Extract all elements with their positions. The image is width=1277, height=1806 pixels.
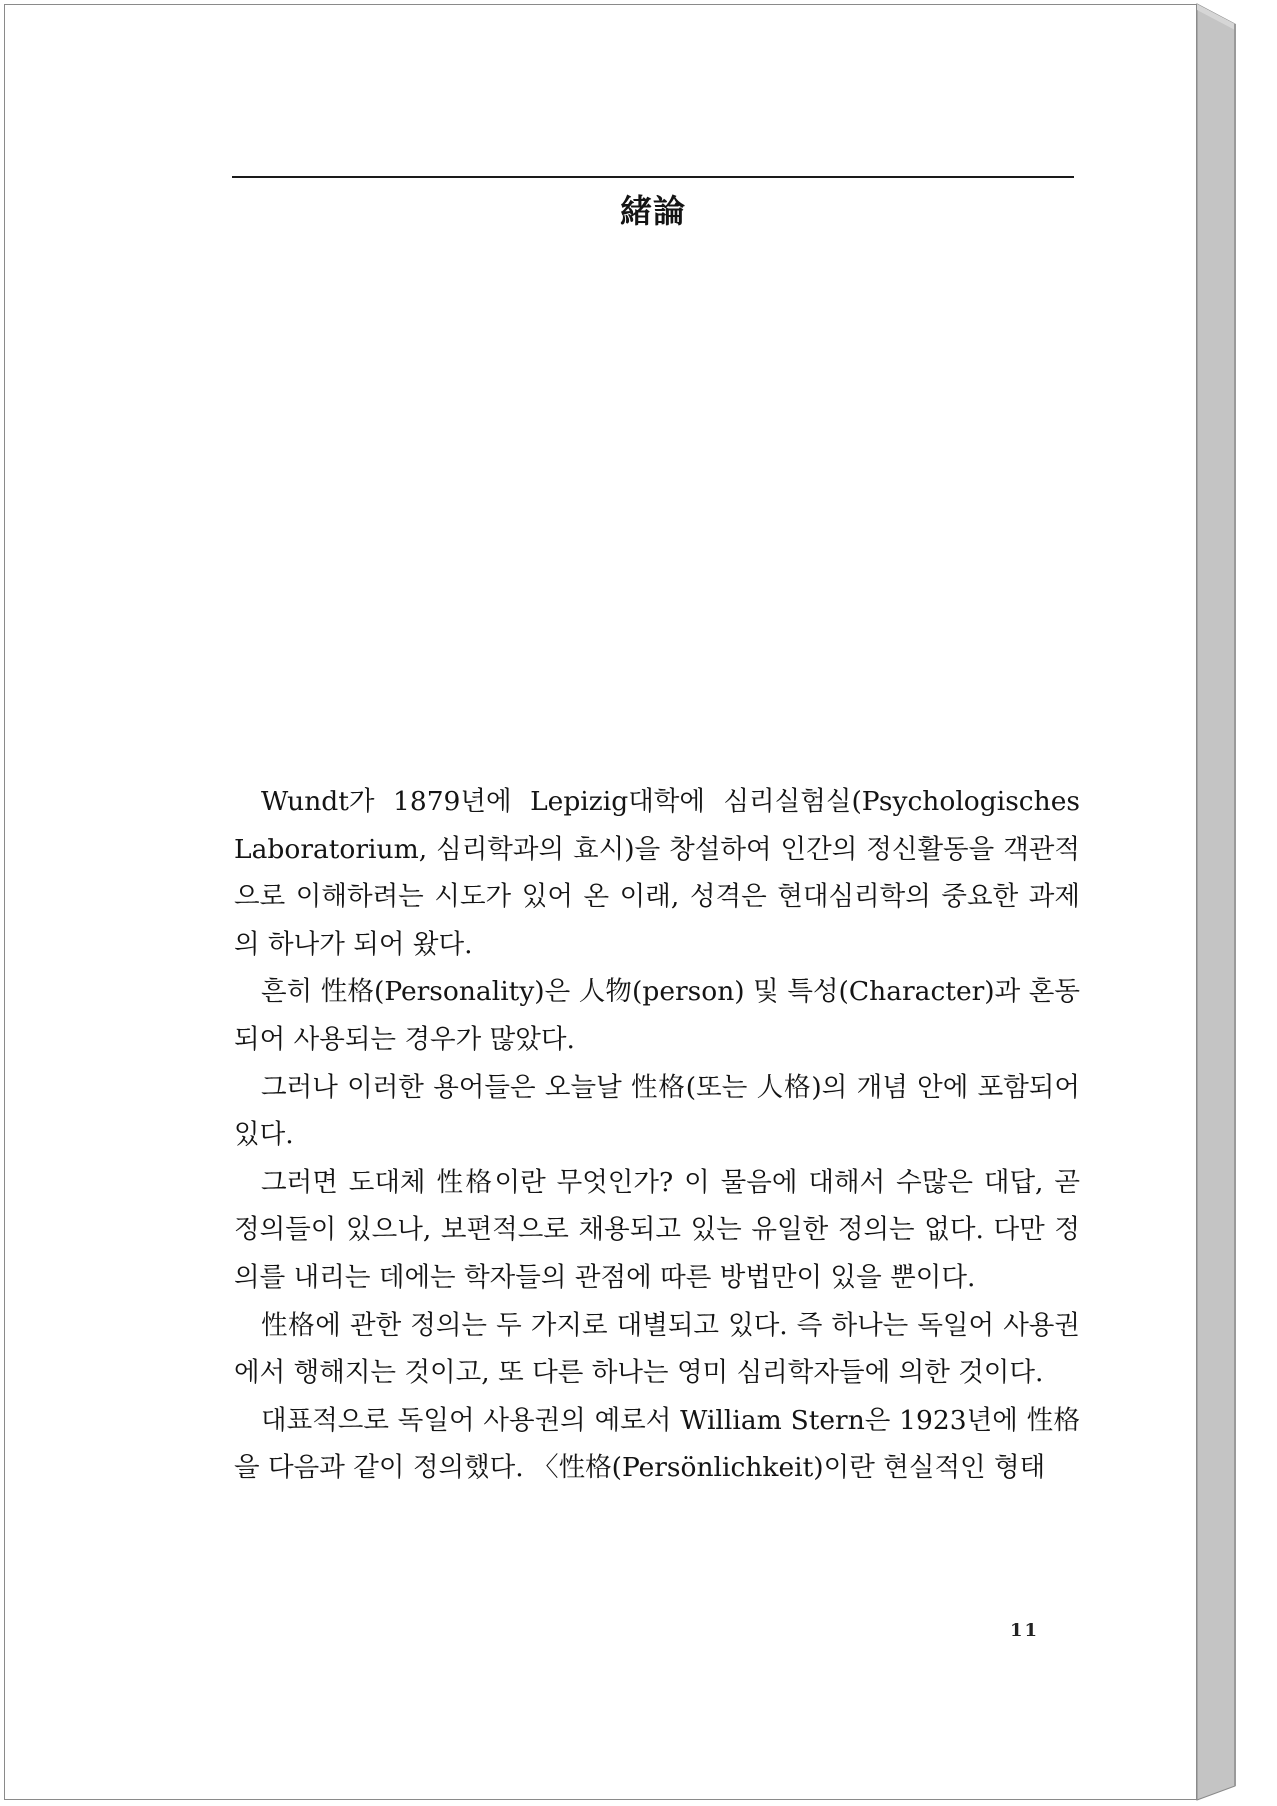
paragraph: 대표적으로 독일어 사용권의 예로서 William Stern은 1923년에 性格을 다음과 같이 정의했다. 〈性格(Persönlichkeit)이란 현실적인 형태 (234, 1404, 1080, 1484)
paragraph: 性格에 관한 정의는 두 가지로 대별되고 있다. 즉 하나는 독일어 사용권에서 행해지는 것이고, 또 다른 하나는 영미 심리학자들에 의한 것이다. (234, 1309, 1080, 1389)
paragraph: Wundt가 1879년에 Lepizig대학에 심리실험실(Psychologisches Laboratorium, 심리학과의 효시)을 창설하여 인간의 정신활동을 객관적으로 이해하려는 시도가 있어 온 이래, 성격은 현대심리학의 중요한 과제의 하나가 되어 왔다. (234, 786, 1080, 960)
paragraph: 흔히 性格(Personality)은 人物(person) 및 특성(Character)과 혼동되어 사용되는 경우가 많았다. (234, 976, 1080, 1055)
page-number: 11 (1010, 1620, 1040, 1641)
body-text (234, 778, 1080, 1492)
paragraph: 그러나 이러한 용어들은 오늘날 性格(또는 人格)의 개념 안에 포함되어 있다. (234, 1071, 1080, 1151)
header-rule (232, 176, 1074, 178)
running-title: 緒論 (619, 192, 686, 230)
paragraph: 그러면 도대체 性格이란 무엇인가? 이 물음에 대해서 수많은 대답, 곧 정의들이 있으나, 보편적으로 채용되고 있는 유일한 정의는 없다. 다만 정의를 내리는 데에는 학자들의 관점에 따른 방법만이 있을 뿐이다. (234, 1166, 1080, 1293)
